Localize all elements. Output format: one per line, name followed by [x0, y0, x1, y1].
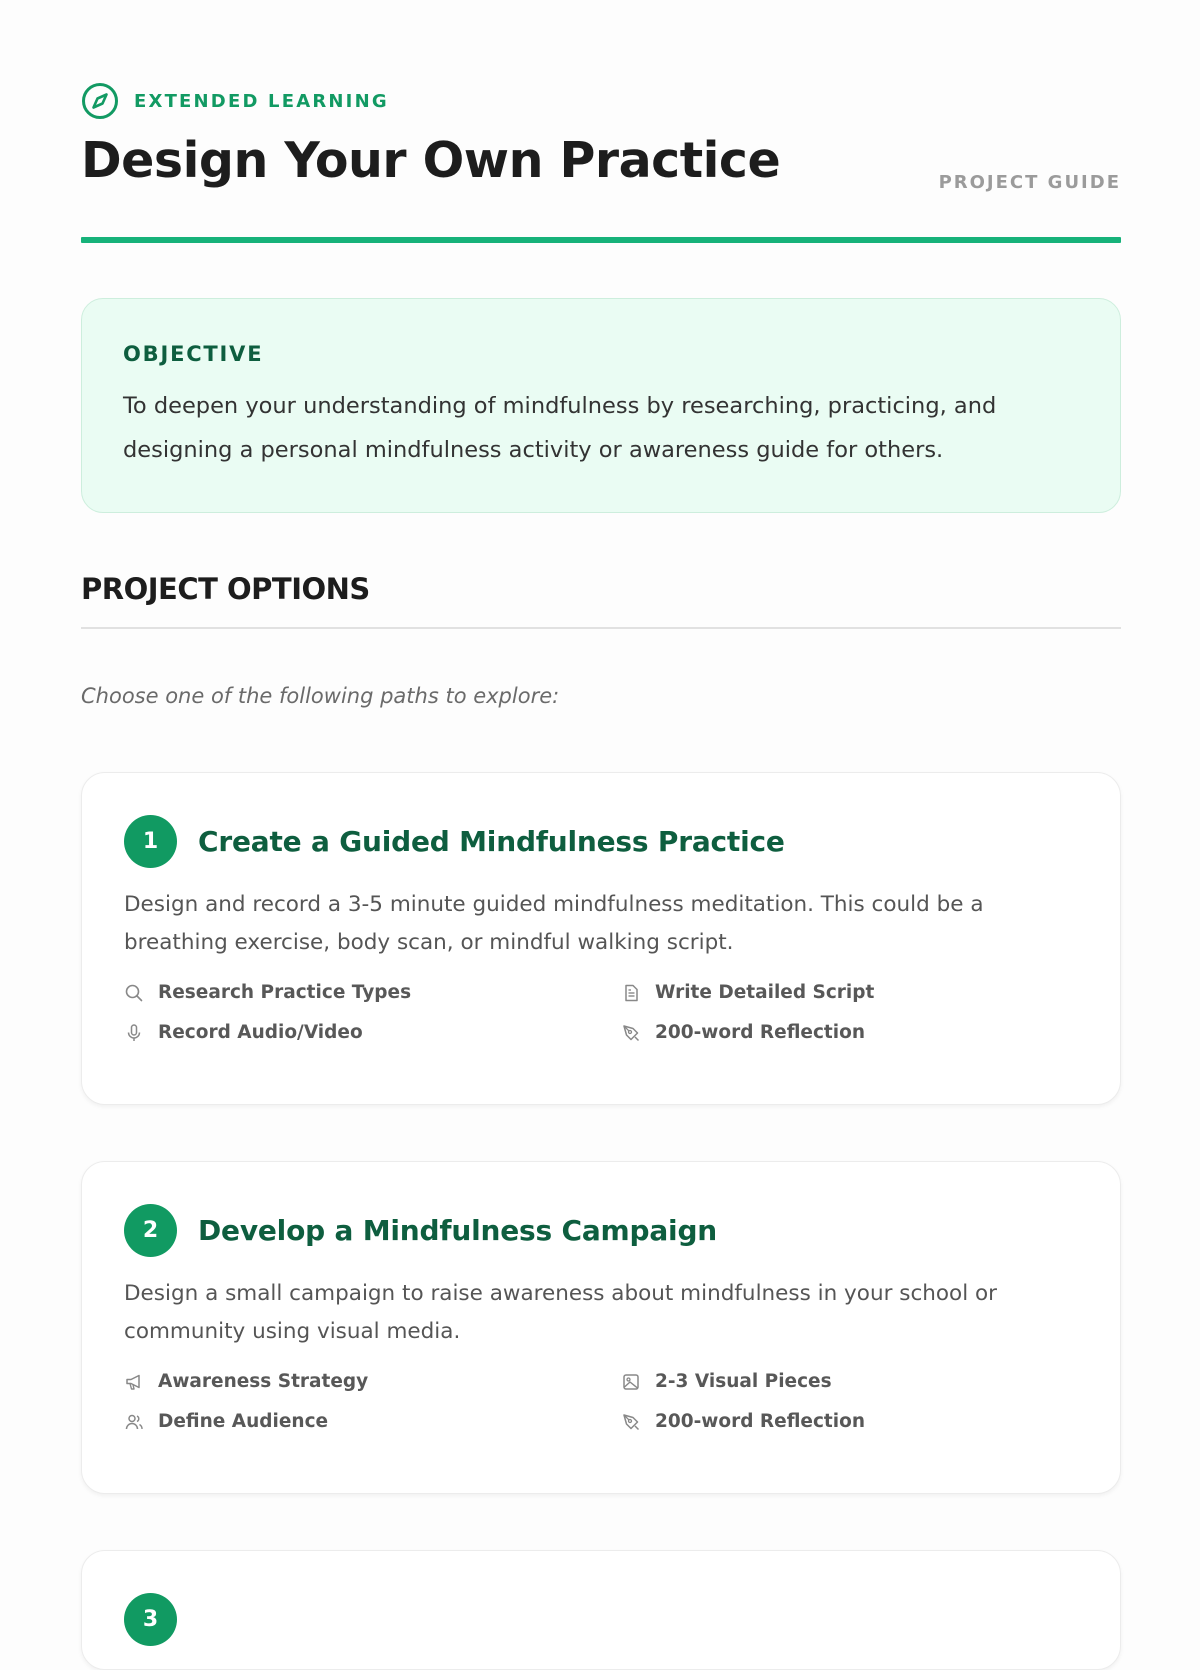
requirement-item	[621, 1020, 1071, 1045]
card-header	[124, 1593, 1078, 1646]
card-header	[124, 1204, 1078, 1257]
option-number-badge: 2	[124, 1204, 177, 1257]
option-card-1	[81, 772, 1121, 1105]
objective-heading: OBJECTIVE	[123, 342, 264, 366]
option-card-2	[81, 1161, 1121, 1494]
option-title: Create a Guided Mindfulness Practice	[198, 825, 785, 858]
users-icon	[124, 1412, 144, 1432]
search-icon	[124, 983, 144, 1003]
requirement-item	[124, 980, 621, 1005]
requirement-label: Write Detailed Script	[655, 982, 875, 1003]
requirement-label: 200-word Reflection	[655, 1022, 865, 1043]
option-description: Design a small campaign to raise awareness about mindfulness in your school or community using visual media.	[124, 1281, 997, 1344]
image-icon	[621, 1372, 641, 1392]
requirement-item	[124, 1020, 621, 1045]
option-description: Design and record a 3-5 minute guided mindfulness meditation. This could be a breathing exercise, body scan, or mindful walking script.	[124, 892, 984, 955]
requirement-item	[124, 1369, 621, 1394]
requirements-list	[124, 1369, 1078, 1434]
page-title: Design Your Own Practice	[81, 132, 781, 189]
option-number-badge: 3	[124, 1593, 177, 1646]
requirement-label: Record Audio/Video	[158, 1022, 363, 1043]
eyebrow-label: EXTENDED LEARNING	[134, 90, 389, 112]
option-card-3	[81, 1550, 1121, 1670]
megaphone-icon	[124, 1372, 144, 1392]
options-divider	[81, 627, 1121, 629]
objective-text: To deepen your understanding of mindfulness by researching, practicing, and designing a personal mindfulness activity or awareness guide for others.	[123, 393, 997, 463]
guide-label: PROJECT GUIDE	[938, 172, 1121, 193]
requirement-label: Define Audience	[158, 1411, 329, 1432]
requirement-item	[124, 1409, 621, 1434]
options-heading: PROJECT OPTIONS	[81, 572, 370, 606]
compass-icon	[81, 82, 119, 120]
requirement-item	[621, 980, 1071, 1005]
option-title: Develop a Mindfulness Campaign	[198, 1214, 718, 1247]
requirement-item	[621, 1409, 1071, 1434]
requirement-item	[621, 1369, 1071, 1394]
objective-box	[81, 298, 1121, 513]
microphone-icon	[124, 1023, 144, 1043]
title-divider	[81, 237, 1121, 243]
pen-nib-icon	[621, 1023, 641, 1043]
options-intro: Choose one of the following paths to explore:	[81, 684, 560, 708]
requirement-label: 2-3 Visual Pieces	[655, 1371, 832, 1392]
option-number-badge: 1	[124, 815, 177, 868]
requirement-label: Awareness Strategy	[158, 1371, 369, 1392]
card-header	[124, 815, 1078, 868]
requirement-label: 200-word Reflection	[655, 1411, 865, 1432]
requirements-list	[124, 980, 1078, 1045]
requirement-label: Research Practice Types	[158, 982, 412, 1003]
document-icon	[621, 983, 641, 1003]
pen-nib-icon	[621, 1412, 641, 1432]
eyebrow	[81, 82, 389, 120]
